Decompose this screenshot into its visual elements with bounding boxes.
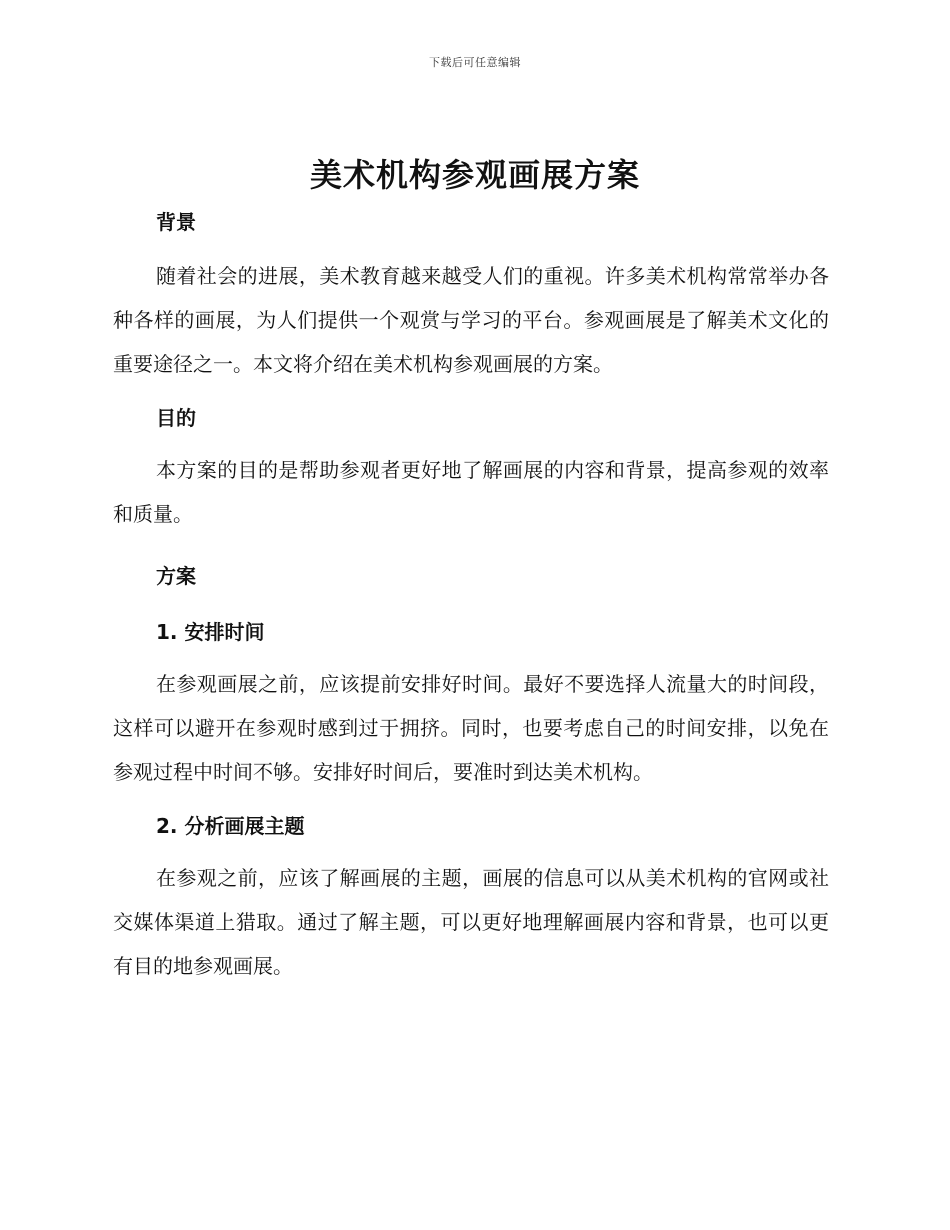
page-header: 下载后可任意编辑 xyxy=(429,56,521,69)
section-heading-purpose: 目的 xyxy=(156,406,196,430)
section-heading-background: 背景 xyxy=(156,210,196,234)
section-paragraph-background: 随着社会的进展，美术教育越来越受人们的重视。许多美术机构常常举办各种各样的画展，为人们提供一个观赏与学习的平台。参观画展是了解美术文化的重要途径之一。本文将介绍在美术机构参观画展的方案。 xyxy=(113,264,829,376)
section-paragraph-theme: 在参观之前，应该了解画展的主题，画展的信息可以从美术机构的官网或社交媒体渠道上猎取。通过了解主题，可以更好地理解画展内容和背景，也可以更有目的地参观画展。 xyxy=(113,866,829,978)
section-heading-theme: 2. 分析画展主题 xyxy=(156,814,305,838)
section-paragraph-purpose: 本方案的目的是帮助参观者更好地了解画展的内容和背景，提高参观的效率和质量。 xyxy=(113,458,829,526)
document-body xyxy=(113,206,829,988)
section-heading-schedule: 1. 安排时间 xyxy=(156,620,265,644)
section-heading-plan: 方案 xyxy=(156,564,196,588)
document-title: 美术机构参观画展方案 xyxy=(309,156,640,194)
section-paragraph-schedule: 在参观画展之前，应该提前安排好时间。最好不要选择人流量大的时间段，这样可以避开在参观时感到过于拥挤。同时，也要考虑自己的时间安排，以免在参观过程中时间不够。安排好时间后，要准时到达美术机构。 xyxy=(113,672,829,784)
